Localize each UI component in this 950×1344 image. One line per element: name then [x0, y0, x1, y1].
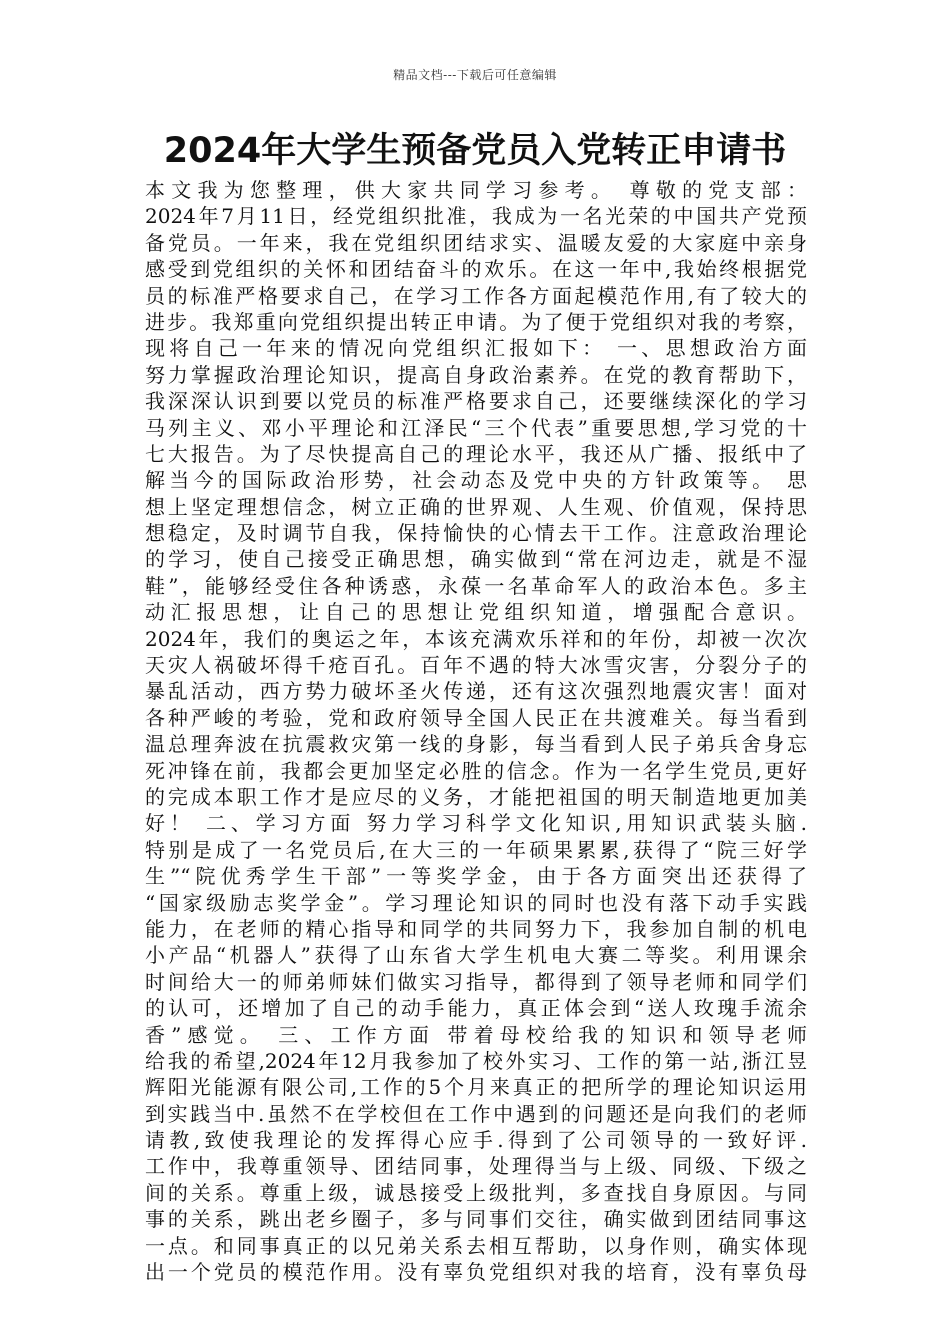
document-title: 2024年大学生预备党员入党转正申请书: [163, 131, 787, 171]
body-line: 各种严峻的考验，党和政府领导全国人民正在共渡难关。每当看到: [145, 705, 807, 730]
body-line: 想上坚定理想信念，树立正确的世界观、人生观、价值观，保持思: [145, 494, 807, 519]
body-line: 辉阳光能源有限公司,工作的5个月来真正的把所学的理论知识运用: [145, 1075, 807, 1100]
body-line: 2024年7月11日，经党组织批准，我成为一名光荣的中国共产党预: [145, 204, 807, 229]
body-line: 时间给大一的师弟师妹们做实习指导，都得到了领导老师和同学们: [145, 969, 807, 994]
body-line: 天灾人祸破坏得千疮百孔。百年不遇的特大冰雪灾害，分裂分子的: [145, 653, 807, 678]
body-line: 出一个党员的模范作用。没有辜负党组织对我的培育，没有辜负母: [145, 1260, 807, 1285]
body-line: 努力掌握政治理论知识，提高自身政治素养。在党的教育帮助下，: [145, 362, 807, 387]
body-line: 香”感觉。 三、工作方面 带着母校给我的知识和领导老师: [145, 1022, 807, 1047]
body-line: 的认可，还增加了自己的动手能力，真正体会到“送人玫瑰手流余: [145, 996, 807, 1021]
body-line: 动汇报思想，让自己的思想让党组织知道，增强配合意识。: [145, 600, 807, 625]
body-line: 的学习，使自己接受正确思想，确实做到“常在河边走，就是不湿: [145, 547, 807, 572]
body-line: 间的关系。尊重上级，诚恳接受上级批判，多查找自身原因。与同: [145, 1180, 807, 1205]
body-line: 工作中，我尊重领导、团结同事，处理得当与上级、同级、下级之: [145, 1154, 807, 1179]
body-line: “国家级励志奖学金”。学习理论知识的同时也没有落下动手实践: [145, 890, 807, 915]
body-line: 七大报告。为了尽快提高自己的理论水平，我还从广播、报纸中了: [145, 441, 807, 466]
body-line: 生”“院优秀学生干部”一等奖学金，由于各方面突出还获得了: [145, 864, 807, 889]
body-line: 解当今的国际政治形势，社会动态及党中央的方针政策等。 思: [145, 468, 807, 493]
body-line: 鞋”，能够经受住各种诱惑，永葆一名革命军人的政治本色。多主: [145, 573, 807, 598]
body-line: 感受到党组织的关怀和团结奋斗的欢乐。在这一年中,我始终根据党: [145, 257, 807, 282]
body-line: 给我的希望,2024年12月我参加了校外实习、工作的第一站,浙江昱: [145, 1048, 807, 1073]
document-body: [145, 177, 807, 1285]
body-line: 一点。和同事真正的以兄弟关系去相互帮助，以身作则，确实体现: [145, 1233, 807, 1258]
body-line: 2024年，我们的奥运之年，本该充满欢乐祥和的年份，却被一次次: [145, 626, 807, 651]
body-line: 好！ 二、学习方面 努力学习科学文化知识,用知识武装头脑.: [145, 811, 807, 836]
body-line: 我深深认识到要以党员的标准严格要求自己，还要继续深化的学习: [145, 389, 807, 414]
page-header: 精品文档---下载后可任意编辑: [393, 68, 557, 82]
body-line: 本文我为您整理，供大家共同学习参考。 尊敬的党支部：: [145, 178, 807, 202]
body-line: 小产品“机器人”获得了山东省大学生机电大赛二等奖。利用课余: [145, 943, 807, 968]
body-line: 员的标准严格要求自己，在学习工作各方面起模范作用,有了较大的: [145, 283, 807, 308]
body-line: 进步。我郑重向党组织提出转正申请。为了便于党组织对我的考察，: [145, 309, 807, 334]
body-line: 温总理奔波在抗震救灾第一线的身影，每当看到人民子弟兵舍身忘: [145, 732, 807, 757]
body-line: 特别是成了一名党员后,在大三的一年硕果累累,获得了“院三好学: [145, 837, 807, 862]
body-line: 现将自己一年来的情况向党组织汇报如下： 一、思想政治方面: [145, 336, 807, 361]
body-line: 备党员。一年来，我在党组织团结求实、温暖友爱的大家庭中亲身: [145, 230, 807, 255]
body-line: 事的关系，跳出老乡圈子，多与同事们交往，确实做到团结同事这: [145, 1207, 807, 1232]
body-line: 请教,致使我理论的发挥得心应手.得到了公司领导的一致好评.: [145, 1128, 807, 1153]
body-line: 死冲锋在前，我都会更加坚定必胜的信念。作为一名学生党员,更好: [145, 758, 807, 783]
body-line: 到实践当中.虽然不在学校但在工作中遇到的问题还是向我们的老师: [145, 1101, 807, 1126]
body-line: 能力，在老师的精心指导和同学的共同努力下，我参加自制的机电: [145, 916, 807, 941]
body-line: 暴乱活动，西方势力破坏圣火传递，还有这次强烈地震灾害！面对: [145, 679, 807, 704]
body-line: 想稳定，及时调节自我，保持愉快的心情去干工作。注意政治理论: [145, 521, 807, 546]
body-line: 的完成本职工作才是应尽的义务，才能把祖国的明天制造地更加美: [145, 784, 807, 809]
body-line: 马列主义、邓小平理论和江泽民“三个代表”重要思想,学习党的十: [145, 415, 807, 440]
